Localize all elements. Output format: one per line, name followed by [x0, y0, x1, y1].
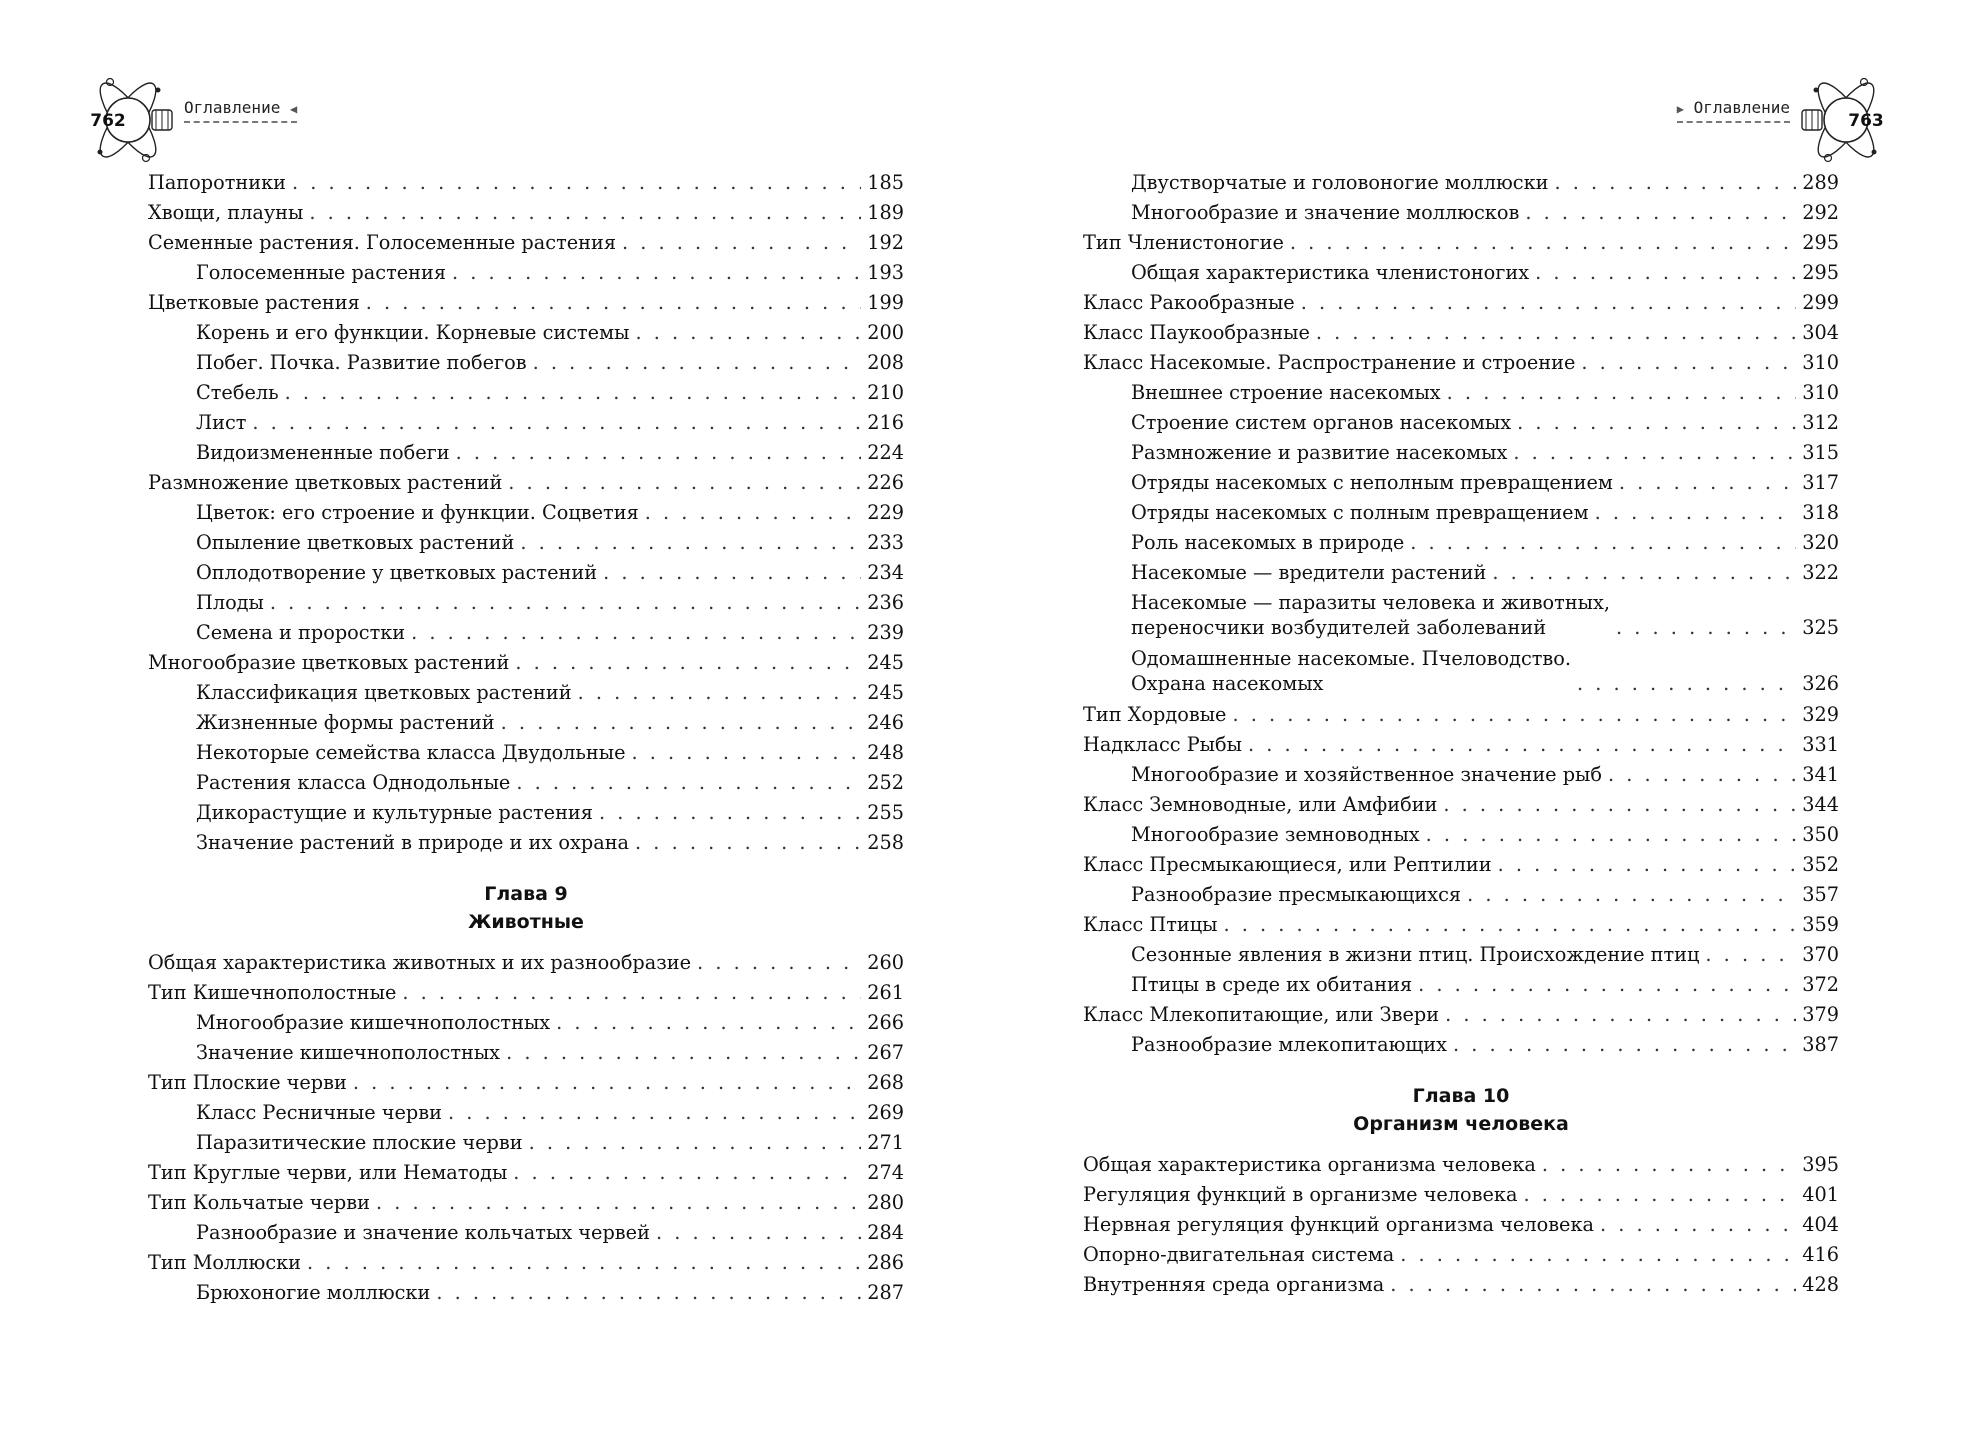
dot-leader — [1410, 528, 1796, 558]
toc-entry-title: Многообразие цветковых растений — [148, 651, 510, 674]
toc-entry[interactable] — [148, 708, 904, 738]
toc-entry-page: 267 — [867, 1041, 904, 1064]
toc-entry[interactable] — [148, 348, 904, 378]
toc-entry-page: 295 — [1802, 261, 1839, 284]
toc-entry-page: 260 — [867, 951, 904, 974]
toc-entry-page: 284 — [867, 1221, 904, 1244]
toc-entry[interactable] — [1083, 1180, 1839, 1210]
chapter-heading — [148, 880, 904, 936]
toc-entry-title: Птицы в среде их обитания — [1131, 973, 1413, 996]
dot-leader — [635, 318, 861, 348]
toc-entry-title: Жизненные формы растений — [196, 711, 495, 734]
right-page — [987, 0, 1974, 1447]
toc-entry-page: 269 — [867, 1101, 904, 1124]
toc-entry-title: Брюхоногие моллюски — [196, 1281, 431, 1304]
toc-entry-page: 350 — [1802, 823, 1839, 846]
toc-entry-page: 357 — [1802, 883, 1839, 906]
chapter-label: Глава 10 — [1412, 1085, 1510, 1107]
toc-entry-title: Разнообразие млекопитающих — [1131, 1033, 1448, 1056]
toc-entry-page: 299 — [1802, 291, 1839, 314]
dot-leader — [1232, 700, 1796, 730]
toc-entry-page: 233 — [867, 531, 904, 554]
toc-entry[interactable] — [148, 1218, 904, 1248]
dot-leader — [1426, 820, 1797, 850]
dot-leader — [1248, 730, 1796, 760]
toc-entry-page: 224 — [867, 441, 904, 464]
dot-leader — [501, 708, 862, 738]
toc-entry-page: 274 — [867, 1161, 904, 1184]
toc-entry-title: Класс Паукообразные — [1083, 321, 1310, 344]
dot-leader — [516, 768, 861, 798]
toc-entry-page: 287 — [867, 1281, 904, 1304]
toc-entry-title: Побег. Почка. Развитие побегов — [196, 351, 527, 374]
toc-entry[interactable] — [1083, 1270, 1839, 1300]
toc-entry[interactable] — [1083, 880, 1839, 910]
dot-leader — [292, 168, 861, 198]
dot-leader — [622, 228, 861, 258]
toc-entry[interactable] — [148, 978, 904, 1008]
toc-entry-title: Плоды — [196, 591, 264, 614]
running-title — [1677, 98, 1790, 123]
chapter-heading — [1083, 1082, 1839, 1138]
dot-leader — [1223, 910, 1796, 940]
dot-leader — [506, 1038, 861, 1068]
toc-entry-page: 252 — [867, 771, 904, 794]
toc-entry[interactable] — [1083, 348, 1839, 378]
toc-entry-page: 268 — [867, 1071, 904, 1094]
running-title-text: Оглавление — [1693, 98, 1790, 117]
toc-entry[interactable] — [1083, 558, 1839, 588]
dot-leader — [635, 828, 861, 858]
toc-entry[interactable] — [1083, 820, 1839, 850]
chapter-name: Животные — [468, 911, 584, 933]
toc-entry-page: 199 — [867, 291, 904, 314]
dot-leader — [1608, 760, 1796, 790]
toc-entry-page: 310 — [1802, 381, 1839, 404]
running-title-text: Оглавление — [184, 98, 281, 117]
toc-entry-page: 312 — [1802, 411, 1839, 434]
toc-entry[interactable] — [1083, 288, 1839, 318]
toc-entry[interactable] — [148, 618, 904, 648]
dot-leader — [656, 1218, 861, 1248]
toc-list — [148, 168, 904, 1308]
dot-leader — [515, 648, 861, 678]
toc-entry[interactable] — [1083, 408, 1839, 438]
dot-leader — [1581, 348, 1796, 378]
toc-entry-title: Оплодотворение у цветковых растений — [196, 561, 598, 584]
toc-entry-title: Тип Моллюски — [148, 1251, 302, 1274]
toc-entry-page: 341 — [1802, 763, 1839, 786]
toc-entry-page: 192 — [867, 231, 904, 254]
dot-leader — [1555, 168, 1797, 198]
dot-leader — [599, 798, 861, 828]
toc-entry-title: Многообразие земноводных — [1131, 823, 1420, 846]
toc-entry[interactable] — [1083, 588, 1839, 644]
dot-leader — [513, 1158, 861, 1188]
toc-entry[interactable] — [1083, 198, 1839, 228]
toc-entry[interactable] — [148, 1248, 904, 1278]
toc-entry-title: Общая характеристика животных и их разнообразие — [148, 951, 692, 974]
page-header — [1594, 70, 1894, 170]
toc-entry-title: Класс Ресничные черви — [196, 1101, 442, 1124]
toc-entry-title: Двустворчатые и головоногие моллюски — [1131, 171, 1549, 194]
toc-entry[interactable] — [148, 288, 904, 318]
toc-entry-page: 416 — [1802, 1243, 1839, 1266]
toc-entry[interactable] — [148, 558, 904, 588]
toc-entry-title: Тип Плоские черви — [148, 1071, 347, 1094]
dot-leader — [402, 978, 861, 1008]
dot-leader — [1523, 1180, 1796, 1210]
dot-leader — [1301, 288, 1796, 318]
toc-entry-title: Насекомые — паразиты человека и животных, переносчики возбудителей заболеваний — [1131, 591, 1611, 639]
toc-entry-title: Тип Кольчатые черви — [148, 1191, 370, 1214]
dot-leader — [1316, 318, 1796, 348]
toc-entry-page: 304 — [1802, 321, 1839, 344]
toc-entry-title: Тип Кишечнополостные — [148, 981, 397, 1004]
dot-leader — [529, 1128, 862, 1158]
toc-entry[interactable] — [1083, 1240, 1839, 1270]
dot-leader — [309, 198, 861, 228]
toc-entry-page: 395 — [1802, 1153, 1839, 1176]
toc-entry-title: Многообразие и значение моллюсков — [1131, 201, 1520, 224]
toc-entry[interactable] — [1083, 790, 1839, 820]
toc-entry-title: Класс Ракообразные — [1083, 291, 1295, 314]
dot-leader — [1447, 378, 1797, 408]
toc-entry-page: 245 — [867, 651, 904, 674]
toc-entry[interactable] — [148, 468, 904, 498]
toc-entry-page: 326 — [1802, 672, 1839, 695]
toc-entry-page: 352 — [1802, 853, 1839, 876]
toc-section — [148, 948, 904, 1308]
toc-entry[interactable] — [148, 498, 904, 528]
toc-entry-title: Цветковые растения — [148, 291, 360, 314]
toc-entry-page: 325 — [1802, 616, 1839, 639]
triangle-left-icon: ◀ — [289, 102, 298, 116]
dot-leader — [270, 588, 861, 618]
page-number: 763 — [1848, 111, 1884, 131]
toc-entry[interactable] — [1083, 700, 1839, 730]
toc-entry-page: 261 — [867, 981, 904, 1004]
dot-leader — [1616, 615, 1796, 640]
toc-entry-title: Многообразие кишечнополостных — [196, 1011, 551, 1034]
dot-leader — [307, 1248, 861, 1278]
toc-entry-page: 239 — [867, 621, 904, 644]
toc-entry-page: 329 — [1802, 703, 1839, 726]
dot-leader — [556, 1008, 861, 1038]
toc-entry-page: 234 — [867, 561, 904, 584]
toc-entry[interactable] — [148, 828, 904, 858]
toc-entry-title: Семена и проростки — [196, 621, 406, 644]
dot-leader — [508, 468, 861, 498]
toc-entry[interactable] — [148, 168, 904, 198]
dot-leader — [452, 258, 861, 288]
toc-entry-page: 318 — [1802, 501, 1839, 524]
toc-entry-page: 210 — [867, 381, 904, 404]
toc-entry[interactable] — [148, 1098, 904, 1128]
toc-entry[interactable] — [1083, 468, 1839, 498]
toc-entry-title: Размножение цветковых растений — [148, 471, 503, 494]
dot-leader — [603, 558, 861, 588]
toc-entry-page: 226 — [867, 471, 904, 494]
toc-entry[interactable] — [1083, 258, 1839, 288]
toc-entry-title: Строение систем органов насекомых — [1131, 411, 1512, 434]
toc-entry-title: Семенные растения. Голосеменные растения — [148, 231, 617, 254]
toc-entry-page: 315 — [1802, 441, 1839, 464]
toc-entry-title: Класс Насекомые. Распространение и строение — [1083, 351, 1576, 374]
toc-entry-page: 320 — [1802, 531, 1839, 554]
toc-entry-title: Разнообразие и значение кольчатых червей — [196, 1221, 650, 1244]
toc-entry-page: 310 — [1802, 351, 1839, 374]
dot-leader — [353, 1068, 861, 1098]
dot-leader — [1492, 558, 1796, 588]
toc-entry[interactable] — [148, 588, 904, 618]
toc-entry-title: Значение кишечнополостных — [196, 1041, 501, 1064]
toc-entry-page: 271 — [867, 1131, 904, 1154]
dot-leader — [1619, 468, 1796, 498]
dot-leader — [366, 288, 861, 318]
toc-entry-title: Цветок: его строение и функции. Соцветия — [196, 501, 639, 524]
dot-leader — [520, 528, 861, 558]
toc-entry[interactable] — [148, 438, 904, 468]
toc-entry-page: 236 — [867, 591, 904, 614]
toc-entry-title: Растения класса Однодольные — [196, 771, 511, 794]
toc-entry[interactable] — [148, 408, 904, 438]
toc-entry[interactable] — [1083, 498, 1839, 528]
toc-entry[interactable] — [148, 948, 904, 978]
toc-entry-title: Сезонные явления в жизни птиц. Происхождение птиц — [1131, 943, 1700, 966]
toc-entry-page: 216 — [867, 411, 904, 434]
toc-entry-page: 185 — [867, 171, 904, 194]
toc-entry-page: 266 — [867, 1011, 904, 1034]
toc-entry-page: 255 — [867, 801, 904, 824]
dot-leader — [1542, 1150, 1796, 1180]
toc-entry-title: Отряды насекомых с неполным превращением — [1131, 471, 1613, 494]
dot-leader — [1443, 790, 1796, 820]
toc-entry-title: Одомашненные насекомые. Пчеловодство. Охрана насекомых — [1131, 647, 1572, 695]
dot-leader — [632, 738, 862, 768]
toc-entry[interactable] — [1083, 378, 1839, 408]
toc-entry-page: 379 — [1802, 1003, 1839, 1026]
toc-entry[interactable] — [148, 1278, 904, 1308]
toc-entry-page: 200 — [867, 321, 904, 344]
toc-entry-page: 372 — [1802, 973, 1839, 996]
dot-leader — [1418, 970, 1796, 1000]
toc-entry-title: Видоизмененные побеги — [196, 441, 450, 464]
toc-entry-title: Нервная регуляция функций организма человека — [1083, 1213, 1595, 1236]
toc-entry[interactable] — [1083, 970, 1839, 1000]
toc-entry[interactable] — [148, 798, 904, 828]
toc-entry-title: Класс Птицы — [1083, 913, 1218, 936]
toc-entry-title: Насекомые — вредители растений — [1131, 561, 1487, 584]
toc-entry-title: Тип Членистоногие — [1083, 231, 1284, 254]
running-title — [184, 98, 297, 123]
toc-entry[interactable] — [148, 1038, 904, 1068]
toc-entry-page: 229 — [867, 501, 904, 524]
toc-entry[interactable] — [1083, 730, 1839, 760]
toc-entry-page: 208 — [867, 351, 904, 374]
dot-leader — [1390, 1270, 1796, 1300]
toc-entry-title: Папоротники — [148, 171, 286, 194]
toc-entry[interactable] — [148, 1128, 904, 1158]
toc-entry-title: Хвощи, плауны — [148, 201, 304, 224]
dot-leader — [1467, 880, 1796, 910]
toc-entry[interactable] — [1083, 318, 1839, 348]
toc-entry-title: Внешнее строение насекомых — [1131, 381, 1441, 404]
dot-leader — [1705, 940, 1796, 970]
dot-leader — [1595, 498, 1797, 528]
dot-leader — [376, 1188, 861, 1218]
toc-entry-title: Роль насекомых в природе — [1131, 531, 1405, 554]
dot-leader — [1290, 228, 1796, 258]
toc-entry-title: Внутренняя среда организма — [1083, 1273, 1385, 1296]
toc-entry-page: 286 — [867, 1251, 904, 1274]
dot-leader — [448, 1098, 861, 1128]
toc-entry-page: 246 — [867, 711, 904, 734]
dot-leader — [1525, 198, 1796, 228]
toc-entry[interactable] — [148, 648, 904, 678]
toc-entry-title: Разнообразие пресмыкающихся — [1131, 883, 1462, 906]
toc-entry-title: Класс Пресмыкающиеся, или Рептилии — [1083, 853, 1492, 876]
toc-entry-title: Общая характеристика организма человека — [1083, 1153, 1536, 1176]
toc-entry[interactable] — [1083, 438, 1839, 468]
toc-entry[interactable] — [148, 1188, 904, 1218]
dot-leader — [252, 408, 861, 438]
toc-entry[interactable] — [1083, 850, 1839, 880]
toc-entry[interactable] — [1083, 528, 1839, 558]
dot-leader — [1577, 671, 1796, 696]
toc-entry[interactable] — [148, 258, 904, 288]
toc-entry-page: 359 — [1802, 913, 1839, 936]
toc-entry-title: Классификация цветковых растений — [196, 681, 572, 704]
toc-entry-title: Тип Хордовые — [1083, 703, 1227, 726]
toc-entry-title: Надкласс Рыбы — [1083, 733, 1242, 756]
toc-entry-page: 248 — [867, 741, 904, 764]
dot-leader — [1400, 1240, 1796, 1270]
toc-entry[interactable] — [148, 1068, 904, 1098]
toc-entry-title: Общая характеристика членистоногих — [1131, 261, 1530, 284]
toc-entry[interactable] — [148, 768, 904, 798]
toc-entry-page: 258 — [867, 831, 904, 854]
toc-entry[interactable] — [1083, 910, 1839, 940]
dot-leader — [1453, 1030, 1796, 1060]
toc-entry-title: Класс Земноводные, или Амфибии — [1083, 793, 1438, 816]
toc-entry[interactable] — [1083, 940, 1839, 970]
toc-section — [1083, 1150, 1839, 1300]
dot-leader — [533, 348, 862, 378]
toc-entry-page: 280 — [867, 1191, 904, 1214]
toc-entry[interactable] — [1083, 1210, 1839, 1240]
toc-entry[interactable] — [1083, 760, 1839, 790]
toc-entry-title: Паразитические плоские черви — [196, 1131, 523, 1154]
toc-entry[interactable] — [148, 738, 904, 768]
toc-section — [1083, 168, 1839, 1060]
toc-entry-title: Размножение и развитие насекомых — [1131, 441, 1508, 464]
toc-entry-page: 289 — [1802, 171, 1839, 194]
toc-entry-title: Класс Млекопитающие, или Звери — [1083, 1003, 1440, 1026]
dot-leader — [1513, 438, 1796, 468]
toc-entry-page: 193 — [867, 261, 904, 284]
toc-entry[interactable] — [1083, 228, 1839, 258]
toc-entry[interactable] — [148, 1158, 904, 1188]
chapter-label: Глава 9 — [484, 883, 568, 905]
dot-leader — [1445, 1000, 1796, 1030]
toc-entry-page: 322 — [1802, 561, 1839, 584]
triangle-right-icon: ▶ — [1676, 102, 1685, 116]
toc-entry-title: Опыление цветковых растений — [196, 531, 515, 554]
toc-entry[interactable] — [148, 198, 904, 228]
dot-leader — [1498, 850, 1797, 880]
toc-entry-page: 245 — [867, 681, 904, 704]
dot-leader — [285, 378, 862, 408]
toc-entry-page: 401 — [1802, 1183, 1839, 1206]
toc-entry-page: 387 — [1802, 1033, 1839, 1056]
toc-entry-title: Отряды насекомых с полным превращением — [1131, 501, 1589, 524]
dot-leader — [1517, 408, 1796, 438]
toc-entry-page: 331 — [1802, 733, 1839, 756]
chapter-name: Организм человека — [1353, 1113, 1569, 1135]
toc-entry[interactable] — [1083, 1000, 1839, 1030]
toc-entry-title: Опорно-двигательная система — [1083, 1243, 1395, 1266]
dot-leader — [436, 1278, 861, 1308]
toc-entry-page: 292 — [1802, 201, 1839, 224]
toc-entry-page: 189 — [867, 201, 904, 224]
toc-entry[interactable] — [148, 378, 904, 408]
toc-entry[interactable] — [148, 228, 904, 258]
toc-section — [148, 168, 904, 858]
page-number: 762 — [90, 111, 126, 131]
toc-entry-title: Корень и его функции. Корневые системы — [196, 321, 630, 344]
toc-entry-title: Голосеменные растения — [196, 261, 447, 284]
toc-entry[interactable] — [1083, 168, 1839, 198]
dot-leader — [578, 678, 862, 708]
toc-entry-title: Тип Круглые черви, или Нематоды — [148, 1161, 508, 1184]
toc-entry[interactable] — [1083, 1030, 1839, 1060]
dot-leader — [645, 498, 861, 528]
toc-entry[interactable] — [148, 318, 904, 348]
toc-entry[interactable] — [1083, 644, 1839, 700]
toc-entry-page: 428 — [1802, 1273, 1839, 1296]
toc-entry[interactable] — [148, 678, 904, 708]
page-header — [80, 70, 380, 170]
dot-leader — [1600, 1210, 1796, 1240]
toc-entry[interactable] — [148, 528, 904, 558]
toc-entry[interactable] — [1083, 1150, 1839, 1180]
dot-leader — [1535, 258, 1796, 288]
toc-entry-title: Значение растений в природе и их охрана — [196, 831, 630, 854]
toc-entry-page: 344 — [1802, 793, 1839, 816]
toc-entry-title: Регуляция функций в организме человека — [1083, 1183, 1518, 1206]
toc-entry[interactable] — [148, 1008, 904, 1038]
toc-entry-title: Многообразие и хозяйственное значение рыб — [1131, 763, 1603, 786]
dot-leader — [411, 618, 861, 648]
dot-leader — [697, 948, 861, 978]
toc-list — [1083, 168, 1839, 1300]
dot-leader — [456, 438, 862, 468]
toc-entry-page: 295 — [1802, 231, 1839, 254]
toc-entry-title: Лист — [196, 411, 247, 434]
toc-entry-title: Некоторые семейства класса Двудольные — [196, 741, 626, 764]
toc-entry-page: 404 — [1802, 1213, 1839, 1236]
toc-entry-page: 370 — [1802, 943, 1839, 966]
toc-entry-title: Стебель — [196, 381, 279, 404]
toc-entry-page: 317 — [1802, 471, 1839, 494]
toc-entry-title: Дикорастущие и культурные растения — [196, 801, 593, 824]
